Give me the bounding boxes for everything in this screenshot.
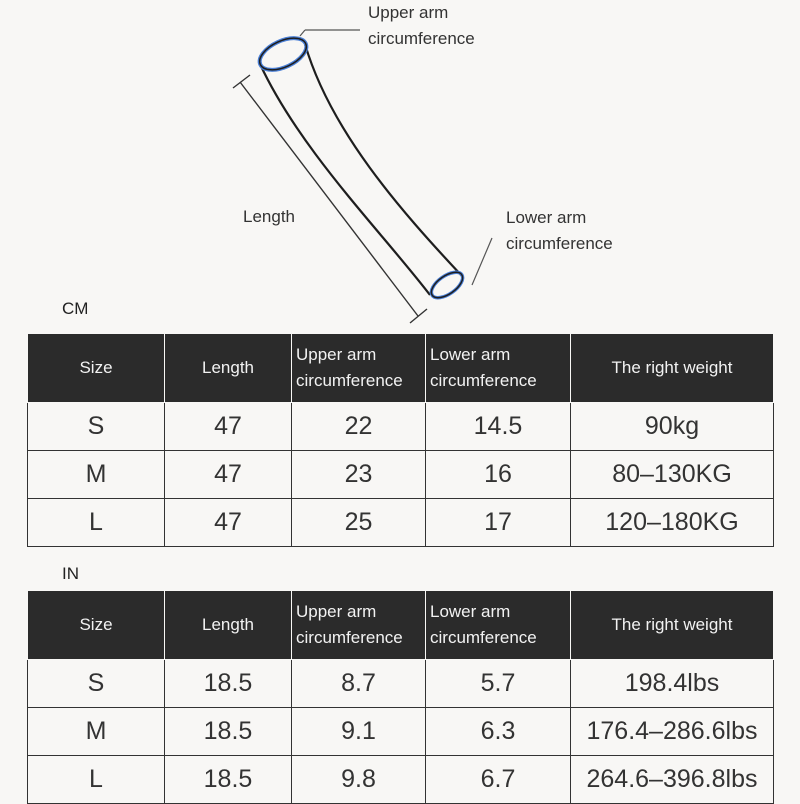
table-header-row [28,591,774,660]
cell-size: S [28,403,165,451]
table-header-row [28,334,774,403]
cell-lower-arm: 6.7 [426,756,571,804]
cm-unit-label: CM [62,299,89,318]
cell-size: S [28,660,165,708]
header-length: Length [165,334,292,403]
cell-weight: 198.4lbs [571,660,774,708]
cell-upper-arm: 8.7 [292,660,426,708]
cell-upper-arm: 25 [292,499,426,547]
cell-size: L [28,499,165,547]
header-length: Length [165,591,292,660]
cell-length: 47 [165,403,292,451]
header-weight: The right weight [571,334,774,403]
table-row [28,660,774,708]
cell-lower-arm: 5.7 [426,660,571,708]
table-row [28,708,774,756]
header-upper-arm: Upper arm circumference [292,334,426,403]
cell-length: 18.5 [165,660,292,708]
cell-length: 47 [165,451,292,499]
header-upper-arm: Upper arm circumference [292,591,426,660]
in-size-table [27,590,774,804]
cm-size-table [27,333,774,547]
cell-lower-arm: 17 [426,499,571,547]
cell-weight: 90kg [571,403,774,451]
cell-weight: 264.6–396.8lbs [571,756,774,804]
table-row [28,403,774,451]
cell-length: 18.5 [165,756,292,804]
header-weight: The right weight [571,591,774,660]
cell-size: M [28,451,165,499]
cell-lower-arm: 14.5 [426,403,571,451]
length-label: Length [243,207,295,226]
table-row [28,499,774,547]
cell-length: 47 [165,499,292,547]
cell-upper-arm: 9.8 [292,756,426,804]
cell-lower-arm: 16 [426,451,571,499]
arm-sleeve-diagram [0,0,800,330]
lower-arm-label: Lower arm circumference [506,208,613,253]
cell-size: M [28,708,165,756]
cell-upper-arm: 9.1 [292,708,426,756]
table-row [28,756,774,804]
in-unit-label: IN [62,564,79,583]
cell-lower-arm: 6.3 [426,708,571,756]
cell-length: 18.5 [165,708,292,756]
cell-weight: 120–180KG [571,499,774,547]
header-lower-arm: Lower arm circumference [426,334,571,403]
header-size: Size [28,334,165,403]
cell-size: L [28,756,165,804]
cell-weight: 80–130KG [571,451,774,499]
upper-arm-label: Upper arm circumference [368,3,475,48]
cell-upper-arm: 23 [292,451,426,499]
header-lower-arm: Lower arm circumference [426,591,571,660]
table-row [28,451,774,499]
cell-upper-arm: 22 [292,403,426,451]
cell-weight: 176.4–286.6lbs [571,708,774,756]
header-size: Size [28,591,165,660]
